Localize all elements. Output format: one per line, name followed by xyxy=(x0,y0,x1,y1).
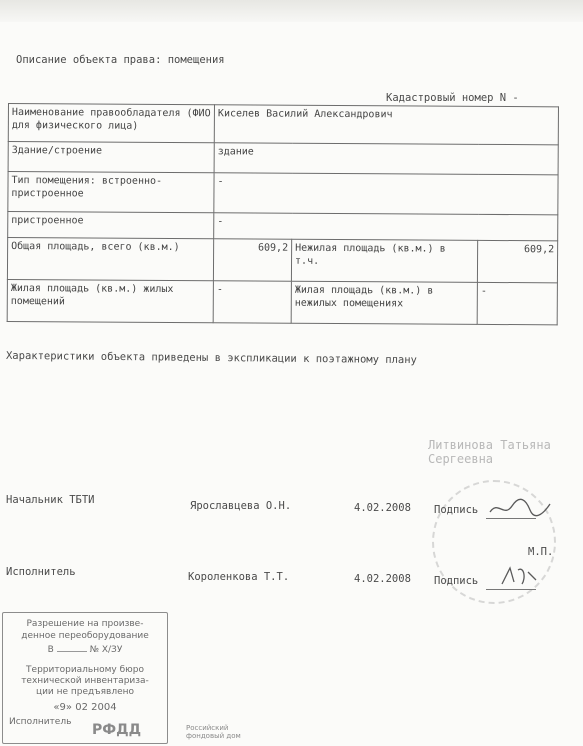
living-in-nonliving-value: - xyxy=(477,282,557,324)
nonliving-area-label: Нежилая площадь (кв.м.) в т.ч. xyxy=(291,239,477,282)
stamp-line-5: ции не предъявлено xyxy=(35,687,135,697)
owner-label: Наименование правообладателя (ФИО для физического лица) xyxy=(8,104,214,143)
cadastral-number: Кадастровый номер N - xyxy=(386,92,519,104)
owner-value: Киселев Василий Александрович xyxy=(214,105,558,145)
stamp-number-prefix: В xyxy=(47,645,54,655)
signer-1-name: Ярославцева О.Н. xyxy=(190,500,292,512)
table-row xyxy=(7,279,557,324)
stamp-date-month: 02 xyxy=(75,702,88,713)
total-area-label: Общая площадь, всего (кв.м.) xyxy=(7,238,213,281)
footer-text xyxy=(186,724,241,740)
stamp-line-2: денное переоборудование xyxy=(21,631,149,641)
table-row xyxy=(8,172,558,215)
stamp-line-3: Территориальному бюро xyxy=(26,665,144,675)
table-row xyxy=(8,142,558,175)
extension-value: - xyxy=(214,213,558,241)
scan-top-shadow xyxy=(0,0,583,22)
handwritten-signature-1 xyxy=(486,496,556,520)
room-type-value: - xyxy=(214,173,558,215)
living-in-nonliving-label: Жилая площадь (кв.м.) в нежилых помещениях xyxy=(291,281,477,324)
extension-label: пристроенное xyxy=(8,212,214,239)
total-area-value: 609,2 xyxy=(213,239,291,281)
signer-1-sign-label: Подпись xyxy=(434,504,479,516)
stamp-date-year-prefix: 200 xyxy=(91,702,111,713)
nonliving-area-value: 609,2 xyxy=(477,240,557,282)
signer-1-date: 4.02.2008 xyxy=(354,502,411,514)
stamp-number-value: Х/ЗУ xyxy=(101,645,123,655)
signer-2-date: 4.02.2008 xyxy=(354,573,411,585)
footer-line-2: фондовый дом xyxy=(186,732,241,740)
characteristics-note: Характеристики объекта приведены в экспликации к поэтажному плану xyxy=(5,349,417,367)
signer-2-name: Короленкова Т.Т. xyxy=(188,571,290,583)
faded-stamp-text: Литвинова Татьяна Сергеевна xyxy=(428,438,551,466)
stamp-date: «9» 02 2004 xyxy=(53,702,117,713)
stamp-date-year: 4 xyxy=(110,702,117,713)
mp-label: М.П. xyxy=(528,546,554,558)
rights-object-table xyxy=(7,103,559,325)
signer-2-position: Исполнитель xyxy=(6,566,76,578)
stamp-line-1: Разрешение на произве- xyxy=(26,619,144,629)
signer-1-position: Начальник ТБТИ xyxy=(6,494,95,506)
stamp-number-suffix: № xyxy=(89,645,99,655)
table-row xyxy=(8,212,558,241)
footer-logo: РФДД xyxy=(92,722,142,738)
stamp-date-day: 9 xyxy=(59,702,66,713)
building-value: здание xyxy=(214,143,558,175)
corner-stamp xyxy=(2,612,168,744)
stamp-number xyxy=(3,645,167,655)
stamp-line-4: технической инвентариза- xyxy=(21,676,149,686)
living-area-label: Жилая площадь (кв.м.) жилых помещений xyxy=(7,279,213,322)
room-type-label: Тип помещения: встроенно-пристроенное xyxy=(8,172,214,213)
living-area-value: - xyxy=(213,281,291,323)
footer-line-1: Российский xyxy=(186,724,229,732)
object-description: Описание объекта права: помещения xyxy=(16,54,225,66)
building-label: Здание/строение xyxy=(8,142,214,173)
stamp-executor: Исполнитель xyxy=(9,717,72,727)
signer-2-sign-label: Подпись xyxy=(434,575,479,587)
table-row xyxy=(7,238,557,283)
handwritten-signature-2 xyxy=(496,562,546,590)
table-row xyxy=(8,104,558,145)
